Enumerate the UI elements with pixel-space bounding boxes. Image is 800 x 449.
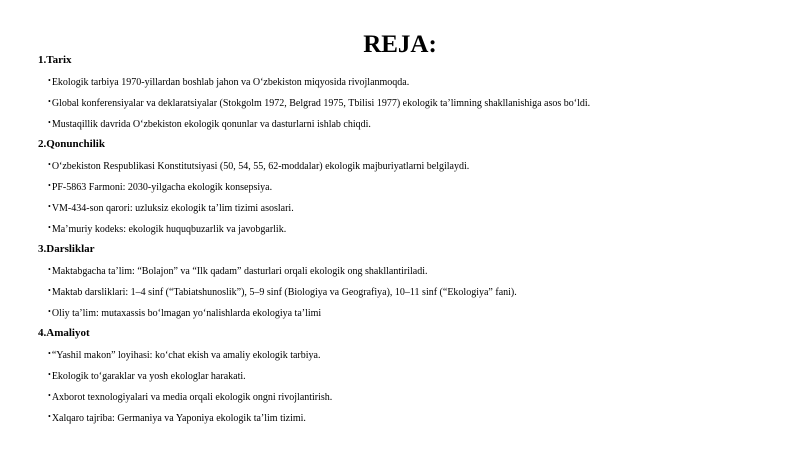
bullet-text: Maktabgacha ta’lim: “Bolajon” va “Ilk qadam” dasturlari orqali ekologik ong shakllantiriladi.: [51, 266, 428, 277]
bullet-icon: •: [48, 76, 51, 85]
bullet-icon: •: [48, 160, 51, 169]
bullet-item: [38, 221, 778, 242]
bullet-item: [38, 116, 778, 137]
bullet-icon: •: [48, 223, 51, 232]
bullet-item: [38, 263, 778, 284]
section-qonunchilik: [38, 137, 778, 242]
section-heading: 4.Amaliyot: [38, 327, 90, 339]
section-heading: 2.Qonunchilik: [38, 138, 105, 150]
section-darsliklar: [38, 242, 778, 326]
bullet-text: Global konferensiyalar va deklaratsiyalar (Stokgolm 1972, Belgrad 1975, Tbilisi 1977) ekologik ta’limning shakllanishiga asos bo‘ldi.: [51, 98, 591, 109]
bullet-icon: •: [48, 202, 51, 211]
bullet-item: [38, 95, 778, 116]
bullet-item: [38, 410, 778, 431]
bullet-list: [38, 263, 778, 326]
bullet-item: [38, 179, 778, 200]
bullet-item: [38, 368, 778, 389]
bullet-item: [38, 389, 778, 410]
bullet-item: [38, 347, 778, 368]
bullet-item: [38, 284, 778, 305]
section-amaliyot: [38, 326, 778, 431]
bullet-icon: •: [48, 349, 51, 358]
bullet-text: Ma’muriy kodeks: ekologik huquqbuzarlik va javobgarlik.: [51, 224, 287, 235]
bullet-icon: •: [48, 97, 51, 106]
bullet-text: Maktab darsliklari: 1–4 sinf (“Tabiatshunoslik”), 5–9 sinf (Biologiya va Geografiya), 10–11 sinf (“Ekologiya” fani).: [51, 287, 517, 298]
bullet-text: VM-434-son qarori: uzluksiz ekologik ta’lim tizimi asoslari.: [51, 203, 294, 214]
bullet-text: Ekologik tarbiya 1970-yillardan boshlab jahon va O‘zbekiston miqyosida rivojlanmoqda.: [51, 77, 410, 88]
bullet-text: Ekologik to‘garaklar va yosh ekologlar harakati.: [51, 371, 246, 382]
section-tarix: [38, 53, 778, 137]
bullet-icon: •: [48, 391, 51, 400]
bullet-text: Xalqaro tajriba: Germaniya va Yaponiya ekologik ta’lim tizimi.: [51, 413, 306, 424]
bullet-list: [38, 74, 778, 137]
bullet-icon: •: [48, 286, 51, 295]
bullet-list: [38, 347, 778, 431]
slide-content: [38, 53, 778, 431]
section-heading: 1.Tarix: [38, 54, 72, 66]
bullet-icon: •: [48, 265, 51, 274]
bullet-text: Oliy ta’lim: mutaxassis bo‘lmagan yo‘nalishlarda ekologiya ta’limi: [51, 308, 322, 319]
bullet-text: O‘zbekiston Respublikasi Konstitutsiyasi (50, 54, 55, 62-moddalar) ekologik majburiyatlarni belgilaydi.: [51, 161, 470, 172]
bullet-icon: •: [48, 307, 51, 316]
bullet-text: Mustaqillik davrida O‘zbekiston ekologik qonunlar va dasturlarni ishlab chiqdi.: [51, 119, 371, 130]
slide-title: REJA:: [363, 31, 437, 58]
bullet-text: Axborot texnologiyalari va media orqali ekologik ongni rivojlantirish.: [51, 392, 333, 403]
bullet-icon: •: [48, 181, 51, 190]
bullet-item: [38, 74, 778, 95]
bullet-text: PF-5863 Farmoni: 2030-yilgacha ekologik konsepsiya.: [51, 182, 273, 193]
bullet-icon: •: [48, 412, 51, 421]
section-heading: 3.Darsliklar: [38, 243, 95, 255]
bullet-item: [38, 200, 778, 221]
bullet-item: [38, 305, 778, 326]
bullet-list: [38, 158, 778, 242]
bullet-text: “Yashil makon” loyihasi: ko‘chat ekish va amaliy ekologik tarbiya.: [51, 350, 321, 361]
bullet-item: [38, 158, 778, 179]
bullet-icon: •: [48, 370, 51, 379]
bullet-icon: •: [48, 118, 51, 127]
